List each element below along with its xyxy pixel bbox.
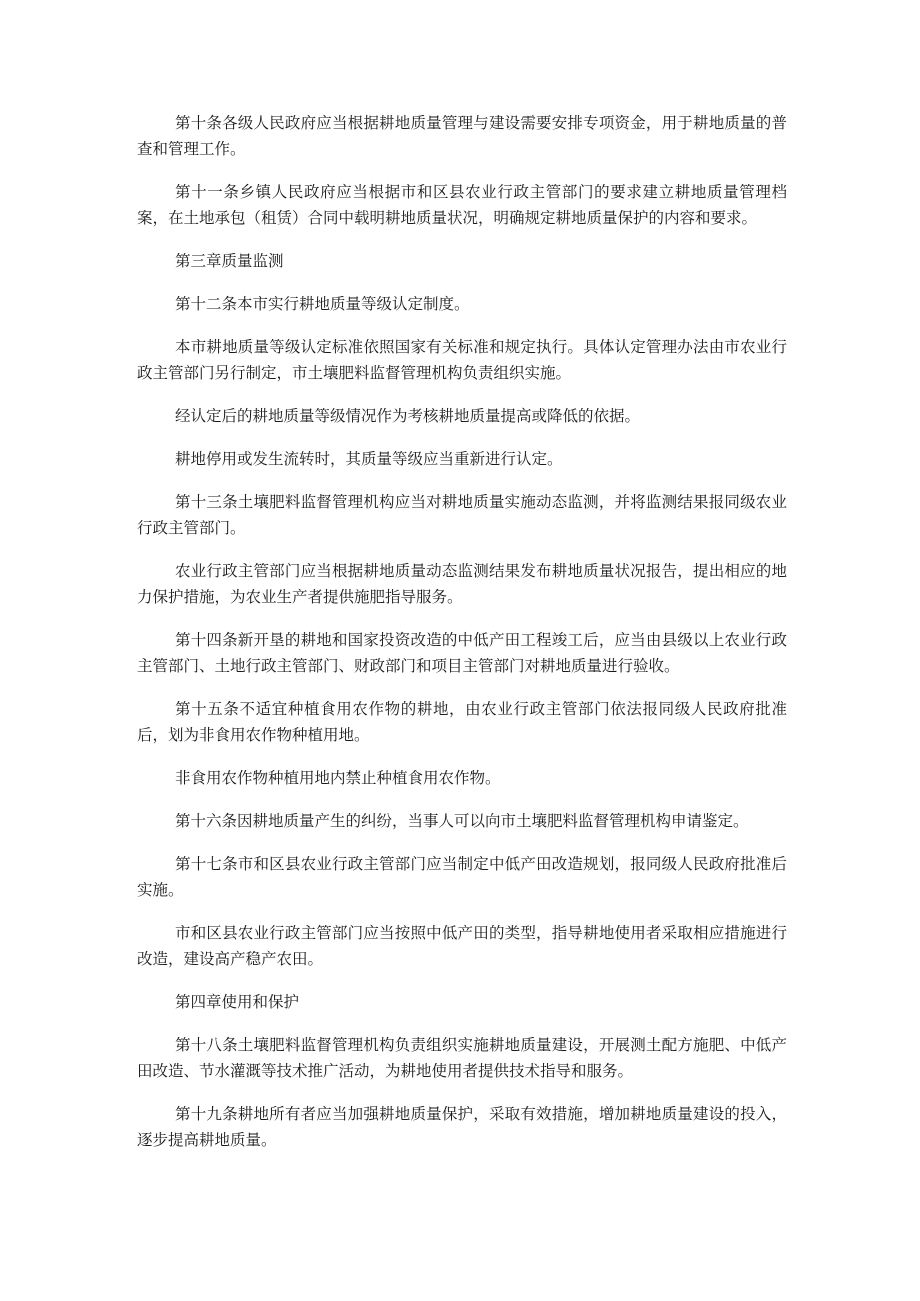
chapter-3-heading: 第三章质量监测 [175, 252, 284, 270]
article-10: 第十条各级人民政府应当根据耕地质量管理与建设需要安排专项资金，用于耕地质量的普查和管理工作。 [137, 114, 787, 158]
article-17: 第十七条市和区县农业行政主管部门应当制定中低产田改造规划，报同级人民政府批准后实施。 [137, 855, 787, 899]
article-13: 第十三条土壤肥料监督管理机构应当对耕地质量实施动态监测，并将监测结果报同级农业行政主管部门。 [137, 493, 787, 537]
article-17-para-2: 市和区县农业行政主管部门应当按照中低产田的类型，指导耕地使用者采取相应措施进行改造，建设高产稳产农田。 [137, 924, 787, 968]
chapter-4-heading: 第四章使用和保护 [175, 993, 300, 1011]
article-18: 第十八条土壤肥料监督管理机构负责组织实施耕地质量建设，开展测土配方施肥、中低产田改造、节水灌溉等技术推广活动，为耕地使用者提供技术指导和服务。 [137, 1036, 787, 1080]
article-13-para-2: 农业行政主管部门应当根据耕地质量动态监测结果发布耕地质量状况报告，提出相应的地力保护措施，为农业生产者提供施肥指导服务。 [137, 562, 787, 606]
article-11: 第十一条乡镇人民政府应当根据市和区县农业行政主管部门的要求建立耕地质量管理档案，在土地承包（租赁）合同中载明耕地质量状况，明确规定耕地质量保护的内容和要求。 [137, 183, 787, 227]
article-15: 第十五条不适宜种植食用农作物的耕地，由农业行政主管部门依法报同级人民政府批准后，划为非食用农作物种植用地。 [137, 700, 787, 744]
article-12: 第十二条本市实行耕地质量等级认定制度。 [175, 295, 470, 313]
article-19: 第十九条耕地所有者应当加强耕地质量保护，采取有效措施，增加耕地质量建设的投入，逐步提高耕地质量。 [137, 1105, 787, 1149]
article-14: 第十四条新开垦的耕地和国家投资改造的中低产田工程竣工后，应当由县级以上农业行政主管部门、土地行政主管部门、财政部门和项目主管部门对耕地质量进行验收。 [137, 631, 787, 675]
article-16: 第十六条因耕地质量产生的纠纷，当事人可以向市土壤肥料监督管理机构申请鉴定。 [175, 812, 749, 830]
article-15-para-2: 非食用农作物种植用地内禁止种植食用农作物。 [175, 769, 501, 787]
document-body [137, 110, 787, 1170]
article-12-para-4: 耕地停用或发生流转时，其质量等级应当重新进行认定。 [175, 450, 563, 468]
article-12-para-2: 本市耕地质量等级认定标准依照国家有关标准和规定执行。具体认定管理办法由市农业行政主管部门另行制定，市土壤肥料监督管理机构负责组织实施。 [137, 338, 787, 382]
article-12-para-3: 经认定后的耕地质量等级情况作为考核耕地质量提高或降低的依据。 [175, 407, 641, 425]
